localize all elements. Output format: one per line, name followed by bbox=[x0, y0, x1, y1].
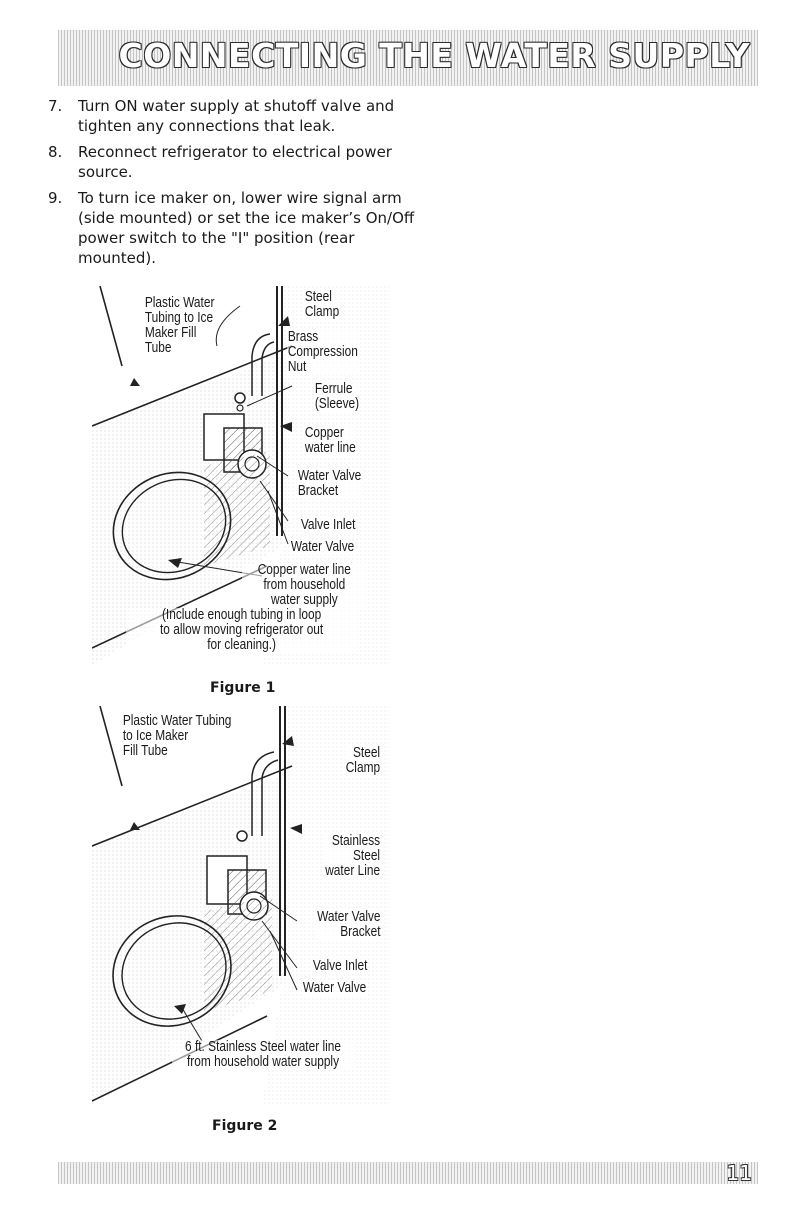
figure-2-illustration bbox=[92, 706, 389, 1106]
label-steel-clamp: Steel Clamp bbox=[304, 289, 340, 320]
label-valve-inlet: Valve Inlet bbox=[312, 958, 368, 974]
arrow-icon bbox=[130, 822, 140, 830]
footer-band bbox=[58, 1162, 758, 1184]
label-brass-nut: Brass Compression Nut bbox=[287, 329, 358, 375]
label-loop-note: (Include enough tubing in loop to allow moving refrigerator out for cleaning.) bbox=[126, 608, 357, 653]
step-7 bbox=[48, 96, 428, 136]
leader-line bbox=[216, 306, 240, 346]
step-number: 9. bbox=[48, 189, 63, 207]
compression-nut-shape bbox=[237, 831, 247, 841]
step-9 bbox=[48, 188, 428, 268]
arrow-icon bbox=[130, 378, 140, 386]
label-plastic-tubing: Plastic Water Tubing to Ice Maker Fill Tube bbox=[122, 713, 232, 759]
label-water-valve: Water Valve bbox=[290, 539, 355, 555]
page-title: CONNECTING THE WATER SUPPLY bbox=[118, 36, 750, 75]
label-valve-bracket: Water Valve Bracket bbox=[297, 468, 362, 499]
label-water-valve: Water Valve bbox=[302, 980, 367, 996]
instruction-steps bbox=[48, 96, 428, 274]
label-household-line: 6 ft. Stainless Steel water line from household water supply bbox=[172, 1040, 354, 1070]
label-valve-bracket: Water Valve Bracket bbox=[316, 909, 381, 940]
step-number: 7. bbox=[48, 97, 63, 115]
back-panel-hatch bbox=[204, 896, 272, 1011]
compression-nut-shape bbox=[235, 393, 245, 403]
label-ferrule: Ferrule (Sleeve) bbox=[314, 381, 360, 412]
figure-1-illustration bbox=[92, 286, 389, 666]
page-number: 11 bbox=[726, 1161, 752, 1185]
label-household-line: Copper water line from household water supply bbox=[242, 563, 367, 608]
figure-2-caption: Figure 2 bbox=[212, 1118, 278, 1134]
label-copper-line: Copper water line bbox=[304, 425, 356, 456]
cabinet-edge bbox=[100, 286, 122, 366]
cabinet-edge bbox=[100, 706, 122, 786]
step-text: Reconnect refrigerator to electrical power source. bbox=[78, 143, 392, 181]
label-valve-inlet: Valve Inlet bbox=[300, 517, 356, 533]
step-8 bbox=[48, 142, 428, 182]
figure-1-caption: Figure 1 bbox=[210, 680, 276, 696]
label-steel-clamp: Steel Clamp bbox=[345, 745, 381, 776]
ferrule-shape bbox=[237, 405, 243, 411]
step-text: Turn ON water supply at shutoff valve and tighten any connections that leak. bbox=[78, 97, 395, 135]
back-panel-hatch bbox=[204, 451, 270, 566]
step-number: 8. bbox=[48, 143, 63, 161]
label-stainless-line: Stainless Steel water Line bbox=[325, 833, 381, 879]
step-text: To turn ice maker on, lower wire signal arm (side mounted) or set the ice maker’s On/Off power switch to the "I" position (rear mounted). bbox=[78, 189, 415, 267]
label-plastic-tubing: Plastic Water Tubing to Ice Maker Fill Tube bbox=[144, 295, 215, 356]
header-band bbox=[58, 30, 758, 86]
